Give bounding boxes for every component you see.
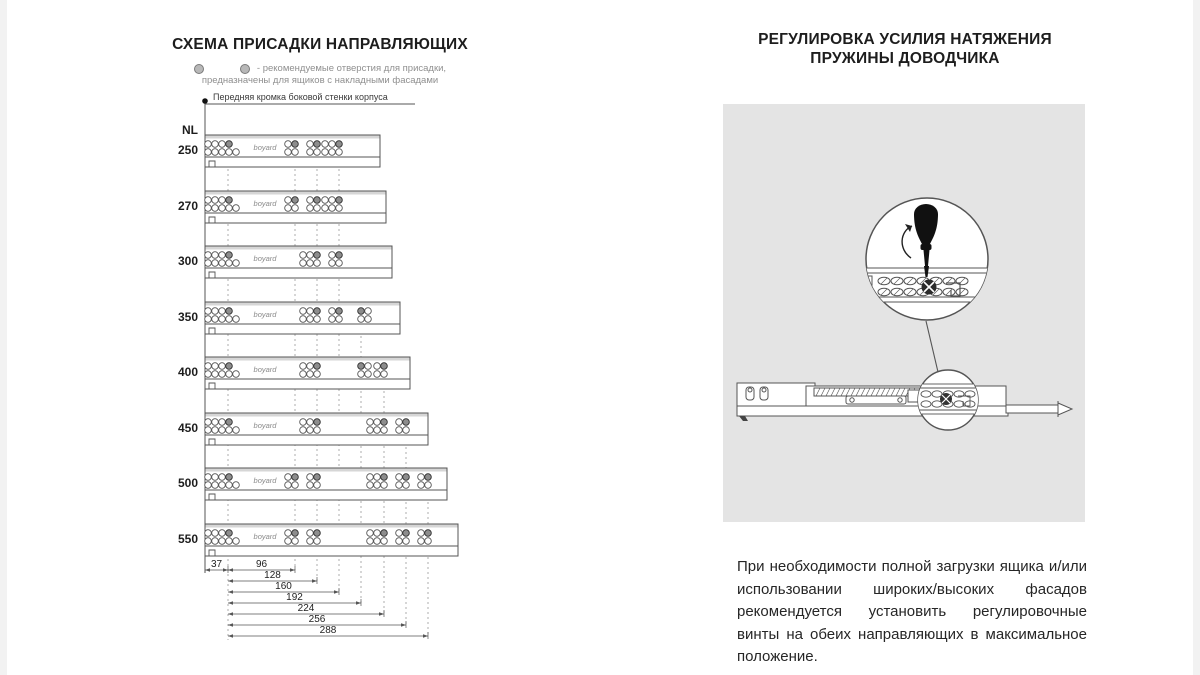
recommended-hole — [425, 474, 432, 481]
rail-550 — [205, 524, 458, 556]
mounting-hole — [322, 197, 329, 204]
mounting-hole — [226, 149, 233, 156]
mounting-hole — [285, 538, 292, 545]
mounting-hole — [233, 371, 240, 378]
mounting-hole — [205, 538, 212, 545]
mounting-hole — [418, 474, 425, 481]
mounting-hole — [381, 427, 388, 434]
recommended-hole — [358, 308, 365, 315]
rail-body — [205, 468, 447, 500]
mounting-hole — [374, 427, 381, 434]
mounting-hole — [381, 538, 388, 545]
rail-top-lip — [206, 303, 400, 306]
mounting-hole — [367, 482, 374, 489]
mounting-hole — [212, 530, 219, 537]
recommended-hole — [336, 197, 343, 204]
mounting-hole — [233, 260, 240, 267]
rail-length-label: 550 — [177, 532, 198, 546]
mounting-hole — [307, 308, 314, 315]
dimension-128 — [228, 570, 317, 584]
recommended-hole — [381, 474, 388, 481]
damper-cylinder — [846, 396, 906, 404]
recommended-hole — [336, 252, 343, 259]
mounting-hole — [226, 316, 233, 323]
mounting-hole — [396, 427, 403, 434]
brand-logo-text: boyard — [253, 421, 277, 430]
rail-400 — [205, 357, 410, 389]
legend-text-line2: предназначены для ящиков с накладными фасадами — [201, 75, 439, 86]
mounting-hole — [307, 538, 314, 545]
brand-logo-text: boyard — [253, 365, 277, 374]
mounting-hole — [307, 474, 314, 481]
mounting-hole — [212, 197, 219, 204]
mounting-hole — [374, 482, 381, 489]
recommended-hole — [314, 197, 321, 204]
mounting-hole — [314, 427, 321, 434]
mounting-hole — [219, 363, 226, 370]
mounting-hole — [212, 205, 219, 212]
mounting-hole — [205, 252, 212, 259]
dimension-value: 288 — [319, 625, 337, 636]
recommended-hole — [226, 363, 233, 370]
dimension-arrowhead — [228, 568, 233, 572]
recommended-hole — [314, 419, 321, 426]
mounting-hole — [418, 538, 425, 545]
mounting-hole — [219, 371, 226, 378]
mounting-hole — [212, 363, 219, 370]
recommended-hole — [226, 474, 233, 481]
recommended-hole — [403, 419, 410, 426]
mounting-hole — [365, 371, 372, 378]
rail-length-label: 350 — [177, 310, 198, 324]
mounting-hole — [322, 205, 329, 212]
mounting-hole — [307, 260, 314, 267]
recommended-hole — [226, 141, 233, 148]
mounting-hole — [314, 316, 321, 323]
dimension-arrowhead — [379, 612, 384, 616]
mounting-hole — [205, 316, 212, 323]
dimension-arrowhead — [356, 601, 361, 605]
dimension-arrowhead — [228, 590, 233, 594]
mounting-hole — [205, 530, 212, 537]
dimension-arrowhead — [228, 623, 233, 627]
mounting-hole — [205, 427, 212, 434]
mounting-hole — [300, 363, 307, 370]
recommended-hole — [381, 530, 388, 537]
dimension-arrowhead — [228, 634, 233, 638]
mounting-hole — [212, 371, 219, 378]
mounting-hole — [381, 371, 388, 378]
dimension-arrowhead — [423, 634, 428, 638]
dimension-arrowhead — [205, 568, 210, 572]
mounting-hole — [367, 538, 374, 545]
mechanism-pin — [850, 398, 854, 402]
recommended-hole — [292, 141, 299, 148]
mounting-hole — [374, 538, 381, 545]
front-edge-label: Передняя кромка боковой стенки корпуса — [213, 92, 388, 102]
brand-logo-text: boyard — [253, 310, 277, 319]
mounting-hole — [314, 482, 321, 489]
rail-length-label: 300 — [177, 254, 198, 268]
mounting-hole — [212, 427, 219, 434]
mounting-hole — [365, 316, 372, 323]
mounting-hole — [314, 371, 321, 378]
rail-top-lip — [206, 192, 386, 195]
recommended-hole — [314, 530, 321, 537]
mounting-hole — [292, 482, 299, 489]
mounting-hole — [329, 252, 336, 259]
rail-top-lip — [206, 525, 458, 528]
mounting-hole — [307, 141, 314, 148]
dimension-192 — [228, 592, 361, 606]
mounting-hole — [226, 427, 233, 434]
mounting-hole — [300, 308, 307, 315]
mounting-hole — [219, 197, 226, 204]
right-panel-title — [655, 30, 1155, 68]
dimension-288 — [228, 625, 428, 639]
recommended-hole — [292, 474, 299, 481]
mounting-hole — [205, 474, 212, 481]
mounting-hole — [403, 538, 410, 545]
mounting-hole — [212, 149, 219, 156]
mounting-hole — [314, 538, 321, 545]
mounting-hole — [219, 538, 226, 545]
recommended-hole — [425, 530, 432, 537]
mounting-hole — [226, 371, 233, 378]
recommended-hole — [403, 530, 410, 537]
mounting-hole — [396, 538, 403, 545]
mounting-hole — [226, 538, 233, 545]
dimension-value: 128 — [264, 570, 281, 581]
rail-300 — [205, 246, 392, 278]
mounting-hole — [300, 260, 307, 267]
mounting-hole — [314, 205, 321, 212]
mounting-hole — [367, 530, 374, 537]
mounting-hole — [285, 197, 292, 204]
recommended-hole — [403, 474, 410, 481]
rail-top-lip — [206, 136, 380, 139]
mounting-hole — [307, 205, 314, 212]
mounting-hole — [307, 197, 314, 204]
mounting-hole — [300, 316, 307, 323]
mounting-hole — [374, 371, 381, 378]
recommended-hole — [336, 308, 343, 315]
mounting-hole — [418, 482, 425, 489]
mounting-hole — [292, 149, 299, 156]
mounting-hole — [219, 427, 226, 434]
mounting-hole — [205, 482, 212, 489]
recommended-hole — [314, 141, 321, 148]
mounting-hole — [233, 316, 240, 323]
dimension-37 — [205, 559, 228, 573]
mounting-hole — [307, 419, 314, 426]
mounting-hole — [336, 316, 343, 323]
mounting-hole — [425, 538, 432, 545]
mounting-hole — [358, 371, 365, 378]
front-edge-datum-dot — [202, 98, 208, 104]
mounting-hole — [336, 205, 343, 212]
recommended-hole — [314, 308, 321, 315]
recommended-hole — [314, 252, 321, 259]
mounting-hole — [205, 260, 212, 267]
mounting-hole — [212, 260, 219, 267]
mounting-hole — [374, 530, 381, 537]
mounting-hole — [307, 371, 314, 378]
detail-callout-content — [916, 384, 980, 414]
mounting-hole — [205, 363, 212, 370]
recommended-hole — [292, 197, 299, 204]
mounting-hole — [367, 419, 374, 426]
mounting-hole — [367, 427, 374, 434]
mounting-hole — [219, 316, 226, 323]
mounting-hole — [381, 482, 388, 489]
mounting-hole — [403, 482, 410, 489]
bracket-hook-hole — [762, 388, 766, 392]
dimension-arrowhead — [228, 601, 233, 605]
mounting-hole — [226, 260, 233, 267]
adjustment-note-text: При необходимости полной загрузки ящика и/или использовании широких/высоких фасадов рекомендуется установить регулировочные винты на обеих направляющих в максимальное положение. — [737, 558, 1087, 665]
mounting-hole — [329, 149, 336, 156]
mounting-hole — [205, 419, 212, 426]
recommended-hole — [336, 141, 343, 148]
mounting-hole — [233, 538, 240, 545]
recommended-hole — [226, 308, 233, 315]
mechanism-pin — [898, 398, 902, 402]
mounting-hole — [212, 252, 219, 259]
dimension-224 — [228, 603, 384, 617]
dimension-160 — [228, 581, 339, 595]
dimension-arrowhead — [228, 612, 233, 616]
page-edge-right — [1193, 0, 1200, 675]
mounting-hole — [285, 205, 292, 212]
nl-column-header: NL — [182, 123, 198, 137]
mounting-hole — [336, 149, 343, 156]
mounting-hole — [219, 252, 226, 259]
recommended-hole — [226, 252, 233, 259]
mounting-hole — [205, 308, 212, 315]
brand-logo-text: boyard — [253, 199, 277, 208]
mounting-hole — [300, 419, 307, 426]
mounting-hole — [212, 419, 219, 426]
rail-top-lip — [206, 414, 428, 417]
mounting-hole — [300, 427, 307, 434]
dimension-value: 256 — [308, 614, 326, 625]
mounting-hole — [285, 474, 292, 481]
dimension-arrowhead — [290, 568, 295, 572]
dimension-96 — [228, 559, 295, 573]
mounting-hole — [329, 308, 336, 315]
rail-length-label: 450 — [177, 421, 198, 435]
mounting-hole — [233, 482, 240, 489]
mounting-hole — [374, 363, 381, 370]
mounting-hole — [219, 308, 226, 315]
recommended-hole — [381, 363, 388, 370]
rail-top-lip — [206, 469, 447, 472]
mounting-hole — [374, 419, 381, 426]
mounting-hole — [219, 205, 226, 212]
mounting-hole — [205, 141, 212, 148]
dimension-value: 160 — [275, 581, 292, 592]
mounting-hole — [205, 371, 212, 378]
mounting-hole — [219, 482, 226, 489]
mounting-hole — [418, 530, 425, 537]
mounting-hole — [336, 260, 343, 267]
mounting-hole — [358, 316, 365, 323]
mounting-hole — [329, 316, 336, 323]
recommended-hole — [358, 363, 365, 370]
mounting-hole — [212, 474, 219, 481]
dimension-arrowhead — [401, 623, 406, 627]
dimension-value: 96 — [255, 559, 268, 570]
mounting-hole — [314, 149, 321, 156]
rail-270 — [205, 191, 386, 223]
mounting-hole — [365, 363, 372, 370]
recommended-hole — [314, 474, 321, 481]
mounting-hole — [212, 316, 219, 323]
mounting-hole — [307, 252, 314, 259]
brand-logo-text: boyard — [253, 476, 277, 485]
dimension-arrowhead — [223, 568, 228, 572]
mounting-hole — [307, 530, 314, 537]
mounting-hole — [233, 427, 240, 434]
screwdriver-collar — [921, 244, 932, 250]
mounting-hole — [307, 482, 314, 489]
legend-text-line1: - рекомендуемые отверстия для присадки, — [256, 63, 447, 74]
mounting-hole — [322, 149, 329, 156]
mounting-hole — [219, 260, 226, 267]
mounting-hole — [205, 197, 212, 204]
mounting-hole — [425, 482, 432, 489]
mounting-hole — [329, 260, 336, 267]
rail-top-lip — [206, 247, 392, 250]
mounting-hole — [219, 141, 226, 148]
rail-350 — [205, 302, 400, 334]
mounting-hole — [285, 530, 292, 537]
dimension-arrowhead — [312, 579, 317, 583]
rail-450 — [205, 413, 428, 445]
mounting-hole — [396, 530, 403, 537]
recommended-hole — [226, 197, 233, 204]
mounting-hole — [396, 482, 403, 489]
mounting-hole — [307, 363, 314, 370]
rail-length-label: 400 — [177, 365, 198, 379]
mounting-hole — [307, 149, 314, 156]
mounting-hole — [300, 252, 307, 259]
mounting-hole — [285, 149, 292, 156]
dimension-256 — [228, 614, 406, 628]
brand-logo-text: boyard — [253, 254, 277, 263]
right-title-line1: РЕГУЛИРОВКА УСИЛИЯ НАТЯЖЕНИЯ — [758, 31, 1052, 48]
mounting-hole — [300, 371, 307, 378]
brand-logo-text: boyard — [253, 143, 277, 152]
mounting-hole — [233, 205, 240, 212]
mounting-hole — [219, 530, 226, 537]
dimension-value: 37 — [210, 559, 223, 570]
mounting-hole — [205, 205, 212, 212]
mounting-hole — [365, 308, 372, 315]
mounting-hole — [292, 205, 299, 212]
brand-logo-text: boyard — [253, 532, 277, 541]
mounting-hole — [233, 149, 240, 156]
recommended-hole — [226, 419, 233, 426]
mounting-hole — [219, 419, 226, 426]
mounting-hole — [403, 427, 410, 434]
rail-500 — [205, 468, 447, 500]
rail-250 — [205, 135, 380, 167]
mounting-hole — [367, 474, 374, 481]
dimension-arrowhead — [228, 579, 233, 583]
mounting-hole — [329, 197, 336, 204]
rail-length-label: 500 — [177, 476, 198, 490]
mounting-hole — [219, 474, 226, 481]
mounting-hole — [285, 141, 292, 148]
rail-length-label: 270 — [177, 199, 198, 213]
mounting-hole — [212, 538, 219, 545]
mounting-hole — [219, 149, 226, 156]
recommended-hole — [226, 530, 233, 537]
left-panel-title: СХЕМА ПРИСАДКИ НАПРАВЛЯЮЩИХ — [172, 36, 468, 53]
mounting-hole — [329, 141, 336, 148]
mounting-hole — [314, 260, 321, 267]
mounting-hole — [212, 482, 219, 489]
mounting-hole — [396, 474, 403, 481]
mounting-hole — [226, 205, 233, 212]
rail-top-lip — [206, 358, 410, 361]
mounting-hole — [329, 205, 336, 212]
mounting-hole — [212, 308, 219, 315]
mounting-hole — [205, 149, 212, 156]
recommended-hole — [292, 530, 299, 537]
mounting-hole — [307, 427, 314, 434]
dimension-value: 224 — [297, 603, 315, 614]
dimension-value: 192 — [286, 592, 303, 603]
recommended-hole — [314, 363, 321, 370]
mounting-hole — [322, 141, 329, 148]
mounting-hole — [307, 316, 314, 323]
dimension-arrowhead — [334, 590, 339, 594]
mounting-hole — [226, 482, 233, 489]
rail-length-label: 250 — [177, 143, 198, 157]
mounting-hole — [396, 419, 403, 426]
drawer-member-bar — [1006, 405, 1058, 413]
spring-adjustment-illustration — [723, 104, 1085, 522]
recommended-hole — [381, 419, 388, 426]
mounting-hole — [285, 482, 292, 489]
mounting-hole — [212, 141, 219, 148]
bracket-hook-hole — [748, 388, 752, 392]
right-title-line2: ПРУЖИНЫ ДОВОДЧИКА — [810, 50, 1000, 67]
mounting-hole — [374, 474, 381, 481]
mounting-hole — [292, 538, 299, 545]
